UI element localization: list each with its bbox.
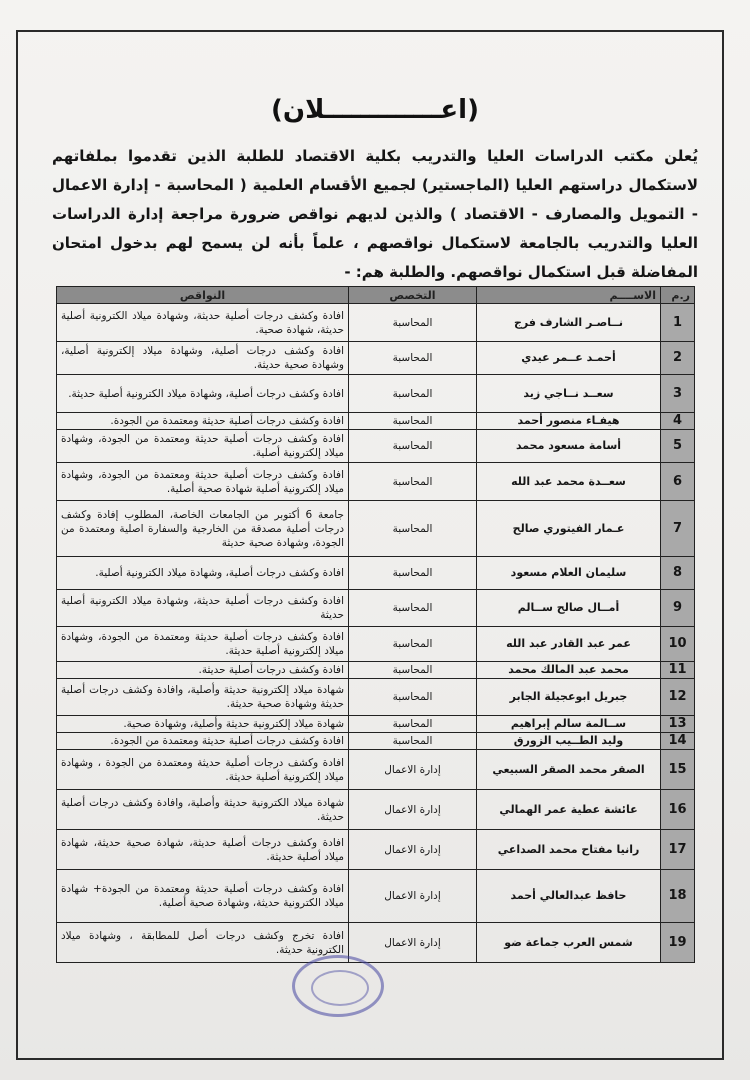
student-deficiencies: افادة وكشف درجات أصلية حديثة ومعتمدة من الجودة. <box>57 733 349 750</box>
student-specialty: المحاسبة <box>349 733 477 750</box>
student-name: سعــدة محمد عبد الله <box>477 463 661 501</box>
row-number: 11 <box>661 662 695 679</box>
student-deficiencies: افادة وكشف درجات أصلية حديثة. <box>57 662 349 679</box>
student-deficiencies: افادة وكشف درجات أصلية حديثة ومعتمدة من الجودة+ شهادة ميلاد الكترونية حديثة، وشهادة صحية أصلية. <box>57 870 349 923</box>
student-name: أسامة مسعود محمد <box>477 430 661 463</box>
row-number: 13 <box>661 716 695 733</box>
table-row <box>57 679 695 716</box>
student-specialty: المحاسبة <box>349 557 477 590</box>
table-row <box>57 557 695 590</box>
student-name: أمــال صالح ســالم <box>477 590 661 627</box>
student-name: نــاصـر الشارف فرج <box>477 304 661 342</box>
student-name: سعــد نــاجي زيد <box>477 375 661 413</box>
student-deficiencies: شهادة ميلاد إلكترونية حديثة وأصلية، وشهادة صحية. <box>57 716 349 733</box>
row-number: 14 <box>661 733 695 750</box>
student-deficiencies: افادة وكشف درجات أصلية، وشهادة ميلاد الكترونية أصلية حديثة. <box>57 375 349 413</box>
header-specialty: التخصص <box>349 287 477 304</box>
student-deficiencies: افادة وكشف درجات أصلية حديثة، شهادة صحية حديثة، شهادة ميلاد أصلية حديثة. <box>57 830 349 870</box>
student-deficiencies: افادة وكشف درجات أصلية حديثة، وشهادة ميلاد الكترونية أصلية حديثة، شهادة صحية. <box>57 304 349 342</box>
table-row <box>57 413 695 430</box>
student-specialty: إدارة الاعمال <box>349 790 477 830</box>
table-row <box>57 430 695 463</box>
row-number: 1 <box>661 304 695 342</box>
table-row <box>57 342 695 375</box>
student-name: عمر عبد القادر عبد الله <box>477 627 661 662</box>
student-deficiencies: افادة وكشف درجات أصلية، وشهادة ميلاد الكترونية أصلية. <box>57 557 349 590</box>
row-number: 18 <box>661 870 695 923</box>
student-specialty: المحاسبة <box>349 501 477 557</box>
row-number: 5 <box>661 430 695 463</box>
table-row <box>57 463 695 501</box>
student-specialty: المحاسبة <box>349 430 477 463</box>
student-deficiencies: افادة وكشف درجات أصلية حديثة ومعتمدة من الجودة، وشهادة ميلاد إلكترونية أصلية شهادة صحية أصلية. <box>57 463 349 501</box>
table-row <box>57 830 695 870</box>
table-row <box>57 627 695 662</box>
student-specialty: المحاسبة <box>349 413 477 430</box>
row-number: 12 <box>661 679 695 716</box>
student-specialty: المحاسبة <box>349 375 477 413</box>
table-row <box>57 590 695 627</box>
row-number: 10 <box>661 627 695 662</box>
table-row <box>57 304 695 342</box>
student-deficiencies: افادة وكشف درجات أصلية حديثة، وشهادة ميلاد الكترونية أصلية حديثة <box>57 590 349 627</box>
student-name: سليمان العلام مسعود <box>477 557 661 590</box>
student-specialty: المحاسبة <box>349 304 477 342</box>
student-deficiencies: افادة وكشف درجات أصلية حديثة ومعتمدة من الجودة، وشهادة ميلاد إلكترونية أصلية. <box>57 430 349 463</box>
row-number: 16 <box>661 790 695 830</box>
student-deficiencies: افادة وكشف درجات أصلية، وشهادة ميلاد إلكترونية أصلية، وشهادة صحية حديثة. <box>57 342 349 375</box>
student-specialty: المحاسبة <box>349 342 477 375</box>
student-name: محمد عبد المالك محمد <box>477 662 661 679</box>
student-specialty: المحاسبة <box>349 590 477 627</box>
student-specialty: إدارة الاعمال <box>349 870 477 923</box>
row-number: 7 <box>661 501 695 557</box>
student-deficiencies: افادة تخرج وكشف درجات أصل للمطابقة ، وشهادة ميلاد الكترونية حديثة. <box>57 923 349 963</box>
student-name: أحمـد عــمر عيدي <box>477 342 661 375</box>
table-row <box>57 923 695 963</box>
table-header-row <box>57 287 695 304</box>
student-name: ســالمة سالم إبراهيم <box>477 716 661 733</box>
table-row <box>57 375 695 413</box>
announcement-intro: يُعلن مكتب الدراسات العليا والتدريب بكلية الاقتصاد للطلبة الذين تقدموا بملفاتهم لاستكمال دراستهم العليا (الماجستير) لجميع الأقسام العلمية ( المحاسبة - إدارة الاعمال - التمويل والمصارف - الاقتصاد ) والذين لديهم نواقص ضرورة مراجعة إدارة الدراسات العليا والتدريب بالجامعة لاستكمال نواقصهم ، علماً بأنه لن يسمح لهم بدخول امتحان المفاضلة قبل استكمال نواقصهم. والطلبة هم: - <box>52 147 698 281</box>
table-row <box>57 662 695 679</box>
student-specialty: المحاسبة <box>349 679 477 716</box>
student-name: عائشة عطية عمر الهمالي <box>477 790 661 830</box>
row-number: 6 <box>661 463 695 501</box>
row-number: 17 <box>661 830 695 870</box>
student-deficiencies: جامعة 6 أكتوبر من الجامعات الخاصة، المطلوب إفادة وكشف درجات أصلية مصدقة من الخارجية والسفارة اصلية ومعتمدة من الجودة، وشهادة صحية حديثة <box>57 501 349 557</box>
student-deficiencies: افادة وكشف درجات أصلية حديثة ومعتمدة من الجودة. <box>57 413 349 430</box>
header-num: ر.م <box>661 287 695 304</box>
student-specialty: إدارة الاعمال <box>349 923 477 963</box>
student-specialty: المحاسبة <box>349 662 477 679</box>
student-name: الصقر محمد الصقر السبيعي <box>477 750 661 790</box>
table-row <box>57 870 695 923</box>
student-name: هيفـاء منصور أحمد <box>477 413 661 430</box>
table-row <box>57 501 695 557</box>
student-name: وليد الطــيب الزورق <box>477 733 661 750</box>
student-specialty: إدارة الاعمال <box>349 750 477 790</box>
student-name: شمس العرب جماعة ضو <box>477 923 661 963</box>
faculty-stamp <box>292 955 384 1017</box>
student-name: جبريل ابوعجيلة الجابر <box>477 679 661 716</box>
table-row <box>57 750 695 790</box>
student-name: رانيا مفتاح محمد الصداعي <box>477 830 661 870</box>
students-table <box>56 286 695 963</box>
table-row <box>57 733 695 750</box>
row-number: 15 <box>661 750 695 790</box>
header-deficiencies: النواقص <box>57 287 349 304</box>
student-specialty: إدارة الاعمال <box>349 830 477 870</box>
student-deficiencies: شهادة ميلاد إلكترونية حديثة وأصلية، وافادة وكشف درجات أصلية حديثة وشهادة صحية حديثة. <box>57 679 349 716</box>
row-number: 19 <box>661 923 695 963</box>
student-specialty: المحاسبة <box>349 463 477 501</box>
row-number: 2 <box>661 342 695 375</box>
student-name: عـمار الفيتوري صالح <box>477 501 661 557</box>
student-deficiencies: افادة وكشف درجات أصلية حديثة ومعتمدة من الجودة، وشهادة ميلاد إلكترونية أصلية حديثة. <box>57 627 349 662</box>
row-number: 3 <box>661 375 695 413</box>
row-number: 8 <box>661 557 695 590</box>
row-number: 9 <box>661 590 695 627</box>
table-row <box>57 716 695 733</box>
header-name: الاســــم <box>477 287 661 304</box>
student-deficiencies: افادة وكشف درجات أصلية حديثة ومعتمدة من الجودة ، وشهادة ميلاد إلكترونية أصلية حديثة. <box>57 750 349 790</box>
row-number: 4 <box>661 413 695 430</box>
student-deficiencies: شهادة ميلاد الكترونية حديثة وأصلية، وافادة وكشف درجات أصلية حديثة. <box>57 790 349 830</box>
announcement-title: (اعـــــــــــــلان) <box>271 95 479 125</box>
student-specialty: المحاسبة <box>349 627 477 662</box>
table-row <box>57 790 695 830</box>
table-body <box>57 304 695 963</box>
student-name: حافظ عبدالعالي أحمد <box>477 870 661 923</box>
student-specialty: المحاسبة <box>349 716 477 733</box>
